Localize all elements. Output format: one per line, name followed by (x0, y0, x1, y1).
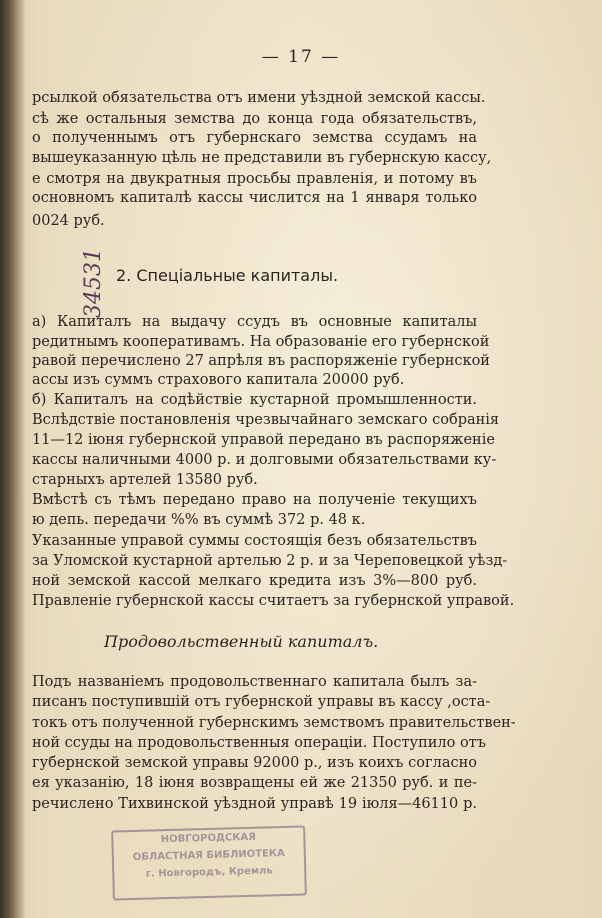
text-line: е смотря на двукратныя просьбы правленія, и потому въ (32, 171, 477, 187)
text-line: губернской земской управы 92000 р., изъ коихъ согласно (32, 755, 477, 771)
text-line: речислено Тихвинской уѣздной управѣ 19 іюля—46110 р. (32, 796, 477, 812)
stamp-line: г. Новгородъ, Кремль (145, 865, 273, 880)
text-line: писанъ поступившій отъ губернской управы въ кассу ,оста- (32, 694, 491, 710)
text-line: 11—12 іюня губернской управой передано въ распоряженіе (32, 432, 495, 448)
text-line: Указанные управой суммы состоящія безъ обязательствъ (32, 533, 477, 549)
stamp-line: НОВГОРОДСКАЯ (160, 831, 257, 846)
text-line: вышеуказанную цѣль не представили въ губернскую кассу, (32, 150, 492, 166)
page-number: — 17 — (261, 47, 341, 67)
text-line: о полученнымъ отъ губернскаго земства ссудамъ на (32, 130, 477, 146)
text-line: ассы изъ суммъ страхового капитала 20000 руб. (32, 372, 405, 388)
text-line: токъ отъ полученной губернскимъ земствомъ правительствен- (32, 715, 516, 731)
text-line: сѣ же остальныя земства до конца года обязательствъ, (32, 111, 477, 127)
handwritten-inventory-number (80, 210, 106, 320)
text-line: б) Капиталъ на содѣйствіе кустарной промышленности. (32, 392, 477, 408)
text-line: рсылкой обязательства отъ имени уѣздной земской кассы. (32, 90, 486, 106)
text-line: редитнымъ кооперативамъ. На образованіе его губернской (32, 334, 490, 350)
text-line: Правленіе губернской кассы считаетъ за губернской управой. (32, 593, 515, 609)
text-line: ной земской кассой мелкаго кредита изъ 3%—800 руб. (32, 573, 477, 589)
text-line: Вмѣстѣ съ тѣмъ передано право на полученіе текущихъ (32, 492, 477, 508)
text-line: кассы наличными 4000 р. и долговыми обязательствами ку- (32, 452, 497, 468)
text-line: Подъ названіемъ продовольственнаго капитала былъ за- (32, 674, 477, 690)
text-line: за Уломской кустарной артелью 2 р. и за Череповецкой уѣзд- (32, 553, 508, 569)
section-title: Продовольственный капиталъ. (104, 632, 379, 651)
text-line: равой перечислено 27 апрѣля въ распоряженіе губернской (32, 353, 490, 369)
library-stamp (111, 825, 307, 900)
text-line: основномъ капиталѣ кассы числится на 1 января только (32, 190, 477, 206)
text-line: старныхъ артелей 13580 руб. (32, 472, 258, 488)
text-line: а) Капиталъ на выдачу ссудъ въ основные капиталы (32, 314, 477, 330)
book-spine-shadow (0, 0, 26, 918)
section-heading: 2. Спеціальные капиталы. (116, 266, 339, 285)
text-line: ной ссуды на продовольственныя операціи. Поступило отъ (32, 735, 486, 751)
text-line: Вслѣдствіе постановленія чрезвычайнаго земскаго собранія (32, 412, 500, 428)
text-line: ю депь. передачи %% въ суммѣ 372 р. 48 к. (32, 512, 366, 528)
stamp-line: ОБЛАСТНАЯ БИБЛИОТЕКА (132, 848, 285, 863)
text-line: ея указанію, 18 іюня возвращены ей же 21350 руб. и пе- (32, 775, 477, 791)
svg-text:34531: 34531 (81, 248, 106, 318)
text-line: 0024 руб. (32, 213, 105, 229)
